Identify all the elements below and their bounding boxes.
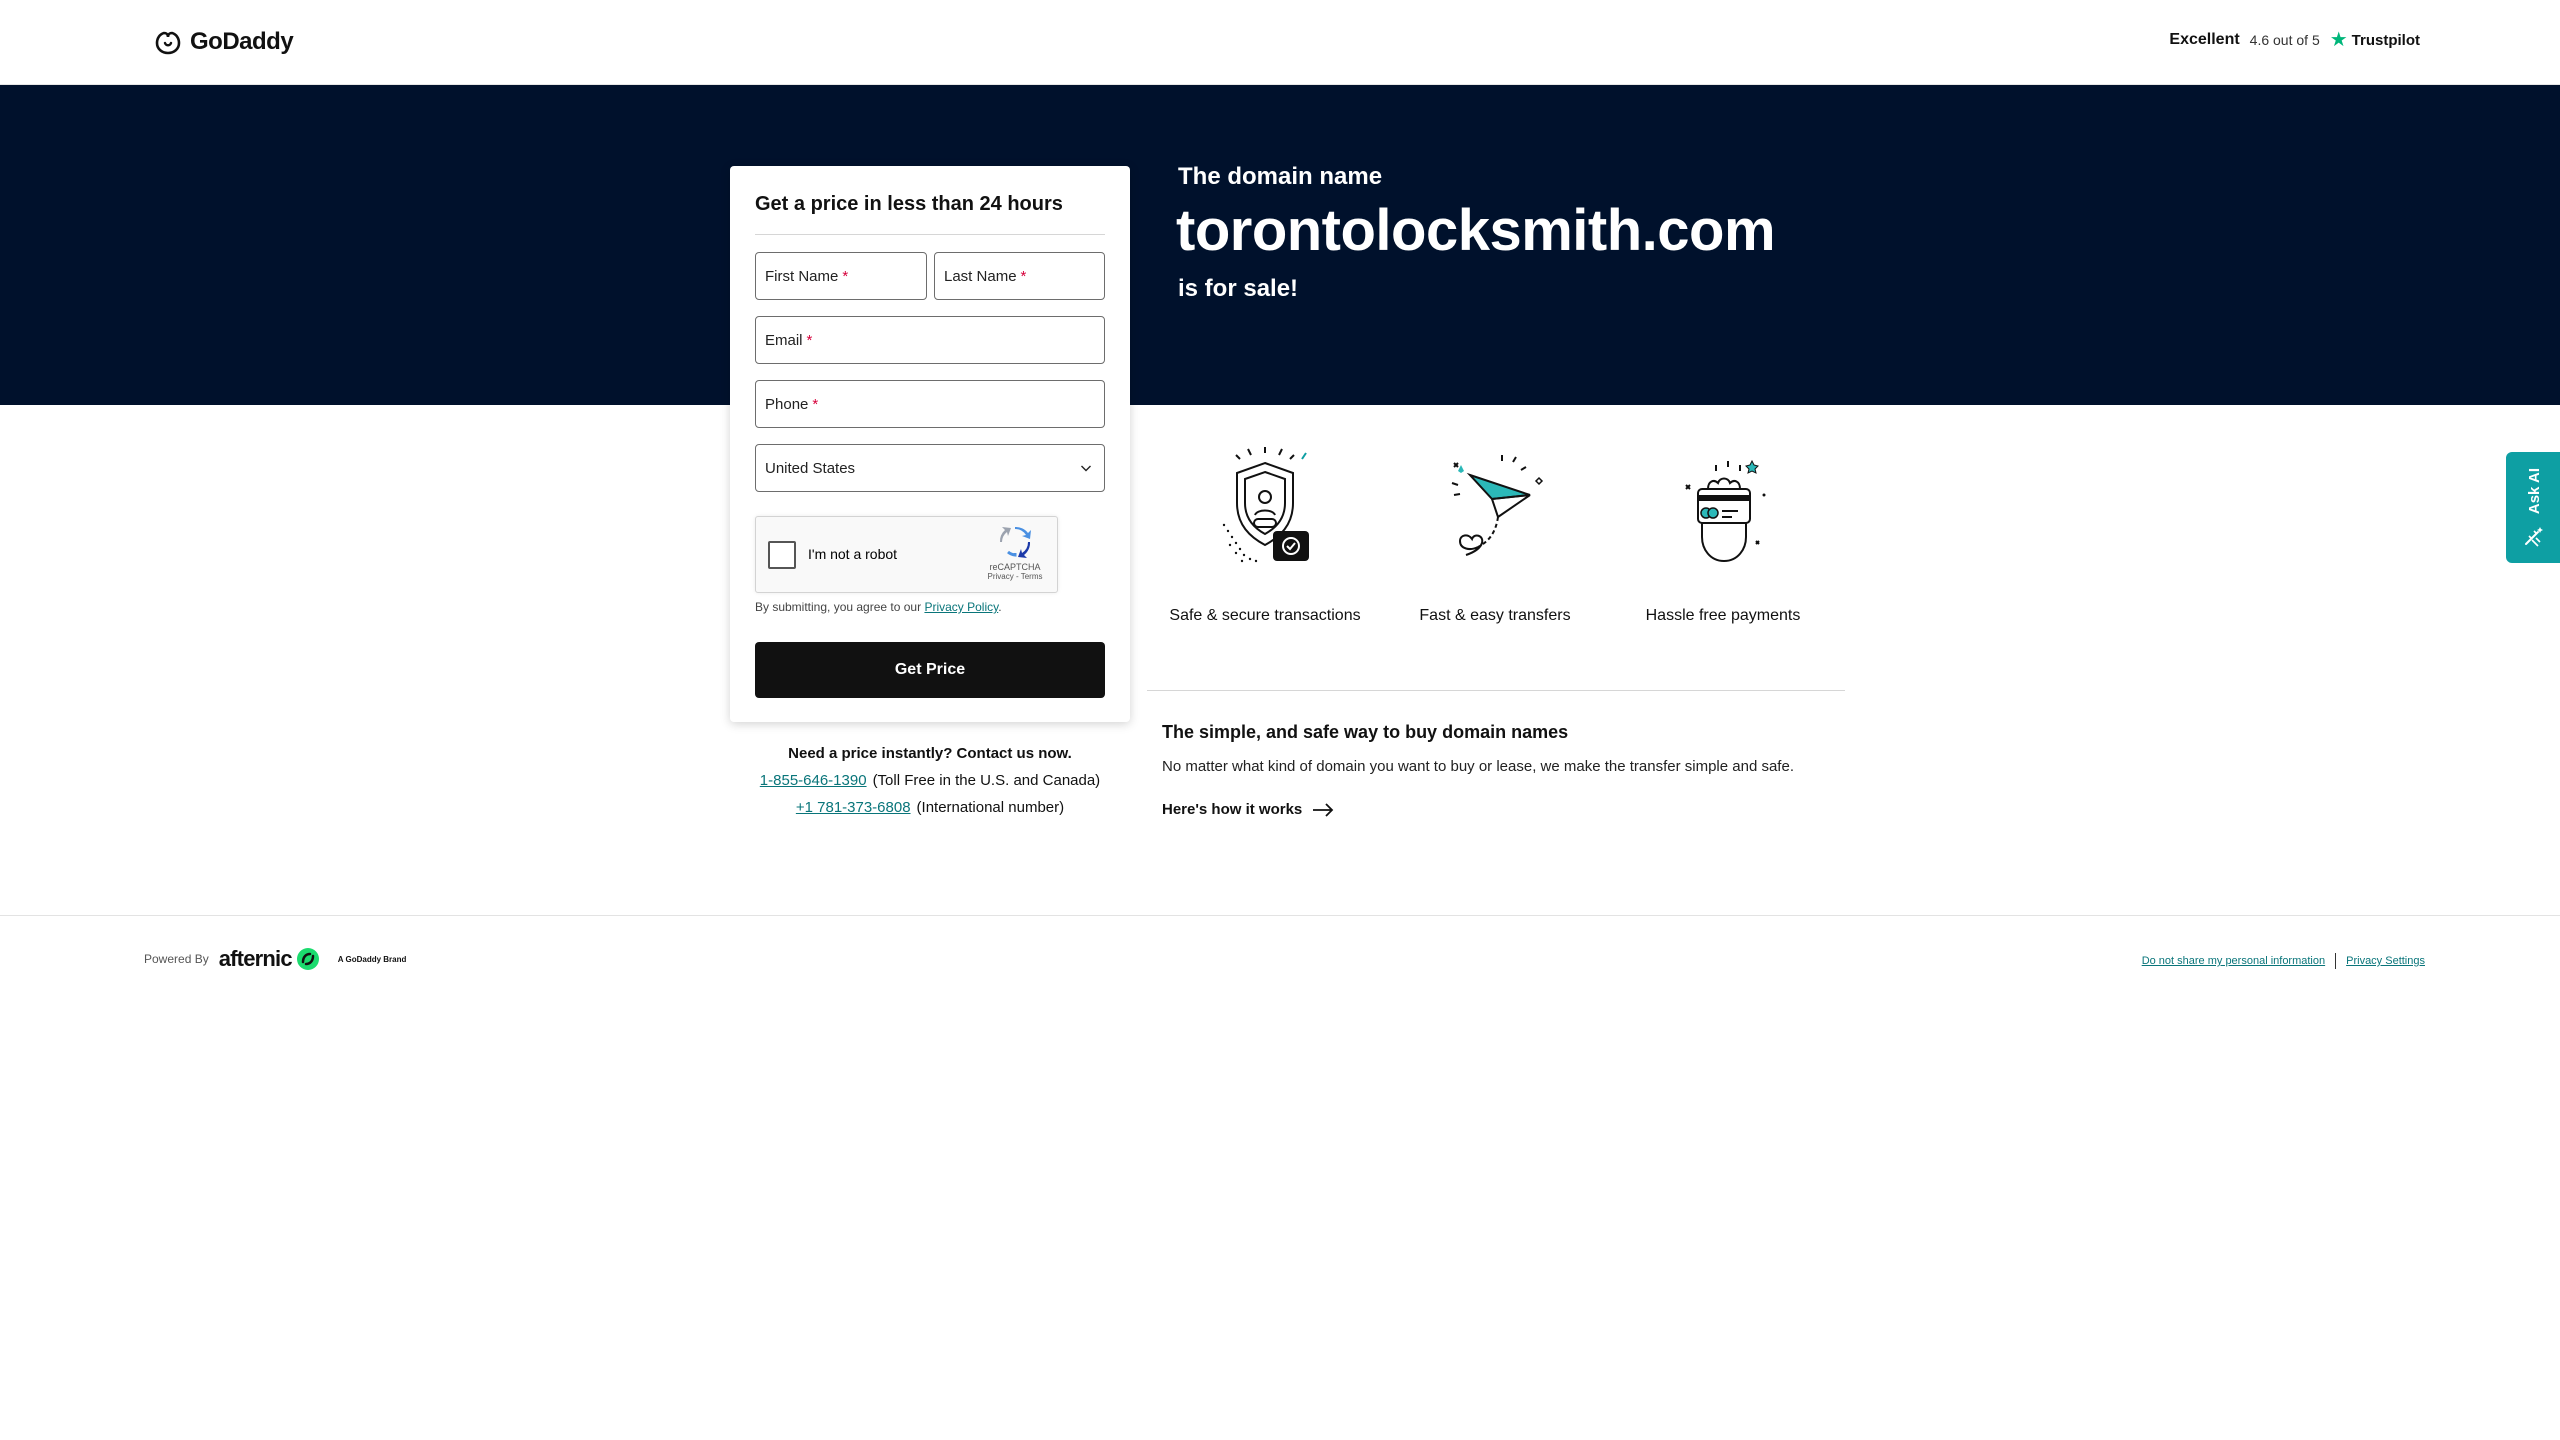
domain-name: torontolocksmith.com <box>1176 198 1776 263</box>
credit-card-hand-icon <box>1668 445 1778 585</box>
features-row <box>1147 445 1845 645</box>
recaptcha-widget <box>755 516 1058 593</box>
brand-name: GoDaddy <box>190 28 294 55</box>
recaptcha-links[interactable]: Privacy - Terms <box>987 572 1043 581</box>
feature-secure-label: Safe & secure transactions <box>1169 607 1361 624</box>
required-marker: * <box>1020 267 1027 285</box>
how-it-works-link[interactable] <box>1162 801 1334 818</box>
email-field[interactable] <box>755 316 1105 364</box>
feature-transfers <box>1385 445 1605 625</box>
required-marker: * <box>812 395 819 413</box>
required-marker: * <box>806 331 813 349</box>
recaptcha-checkbox[interactable] <box>768 541 796 569</box>
feature-secure <box>1155 445 1375 625</box>
godaddy-logo[interactable] <box>152 26 293 58</box>
info-section <box>1162 722 1822 819</box>
consent-text <box>755 600 1002 614</box>
feature-payments <box>1613 445 1833 625</box>
paper-plane-icon <box>1440 445 1550 585</box>
how-it-works-label: Here's how it works <box>1162 801 1303 818</box>
form-divider <box>755 234 1105 235</box>
trustpilot-score: 4.6 out of 5 <box>2249 32 2320 48</box>
required-marker: * <box>842 267 849 285</box>
phone-field[interactable] <box>755 380 1105 428</box>
afternic-wordmark: afternic <box>218 946 292 971</box>
email-placeholder: Email <box>765 331 803 349</box>
powered-by <box>144 946 406 972</box>
godaddy-brand-tagline: A GoDaddy Brand <box>337 954 407 964</box>
contact-title: Need a price instantly? Contact us now. <box>788 745 1072 762</box>
do-not-share-link[interactable]: Do not share my personal information <box>2141 955 2326 967</box>
recaptcha-logo <box>985 525 1045 581</box>
info-title: The simple, and safe way to buy domain names <box>1162 722 1569 742</box>
toll-free-phone-link[interactable]: 1-855-646-1390 <box>759 772 867 789</box>
last-name-placeholder: Last Name <box>944 267 1017 285</box>
star-icon: ★ <box>2329 29 2348 51</box>
hero-banner <box>0 85 2560 405</box>
consent-prefix: By submitting, you agree to our <box>755 600 922 614</box>
sparkle-wand-icon <box>2523 525 2545 547</box>
get-price-button[interactable]: Get Price <box>755 642 1105 698</box>
contact-block <box>730 740 1130 821</box>
arrow-right-icon <box>1312 803 1334 817</box>
recaptcha-label: I'm not a robot <box>808 546 898 562</box>
footer-divider <box>0 915 2560 916</box>
first-name-field[interactable] <box>755 252 927 300</box>
first-name-placeholder: First Name <box>765 267 839 285</box>
chevron-down-icon <box>1080 462 1092 474</box>
toll-free-note: (Toll Free in the U.S. and Canada) <box>872 772 1101 789</box>
international-line <box>730 794 1130 821</box>
feature-payments-label: Hassle free payments <box>1645 607 1801 624</box>
country-select[interactable] <box>755 444 1105 492</box>
privacy-settings-link[interactable]: Privacy Settings <box>2346 955 2425 967</box>
godaddy-logo-icon <box>152 26 184 58</box>
recaptcha-icon <box>998 525 1032 559</box>
trustpilot-rating-label: Excellent <box>2169 31 2240 48</box>
section-divider <box>1147 690 1845 691</box>
trustpilot-rating[interactable] <box>2169 30 2420 50</box>
phone-placeholder: Phone <box>765 395 809 413</box>
last-name-field[interactable] <box>934 252 1105 300</box>
consent-suffix: . <box>998 600 1002 614</box>
form-title: Get a price in less than 24 hours <box>755 193 1063 215</box>
footer-link-separator <box>2335 953 2336 969</box>
price-request-form <box>730 166 1130 722</box>
privacy-policy-link[interactable]: Privacy Policy <box>924 600 999 614</box>
toll-free-line <box>730 767 1130 794</box>
ask-ai-button[interactable] <box>2506 452 2560 563</box>
shield-check-icon <box>1210 445 1320 585</box>
info-body: No matter what kind of domain you want to buy or lease, we make the transfer simple and safe. <box>1162 758 1794 775</box>
hero-pretitle: The domain name <box>1178 163 1383 190</box>
hero-subtitle: is for sale! <box>1178 275 1299 302</box>
trustpilot-brand <box>2330 30 2420 50</box>
recaptcha-brand: reCAPTCHA <box>989 562 1041 572</box>
international-note: (International number) <box>916 799 1065 816</box>
powered-by-label: Powered By <box>144 952 209 966</box>
international-phone-link[interactable]: +1 781-373-6808 <box>795 799 911 816</box>
afternic-logo[interactable] <box>219 946 320 972</box>
country-value: United States <box>765 459 856 477</box>
footer-links <box>2142 953 2425 969</box>
feature-transfers-label: Fast & easy transfers <box>1419 607 1571 624</box>
ask-ai-label: Ask AI <box>2525 468 2543 515</box>
site-header <box>0 0 2560 85</box>
trustpilot-brand-label: Trustpilot <box>2351 31 2420 49</box>
afternic-logo-icon <box>296 947 320 971</box>
